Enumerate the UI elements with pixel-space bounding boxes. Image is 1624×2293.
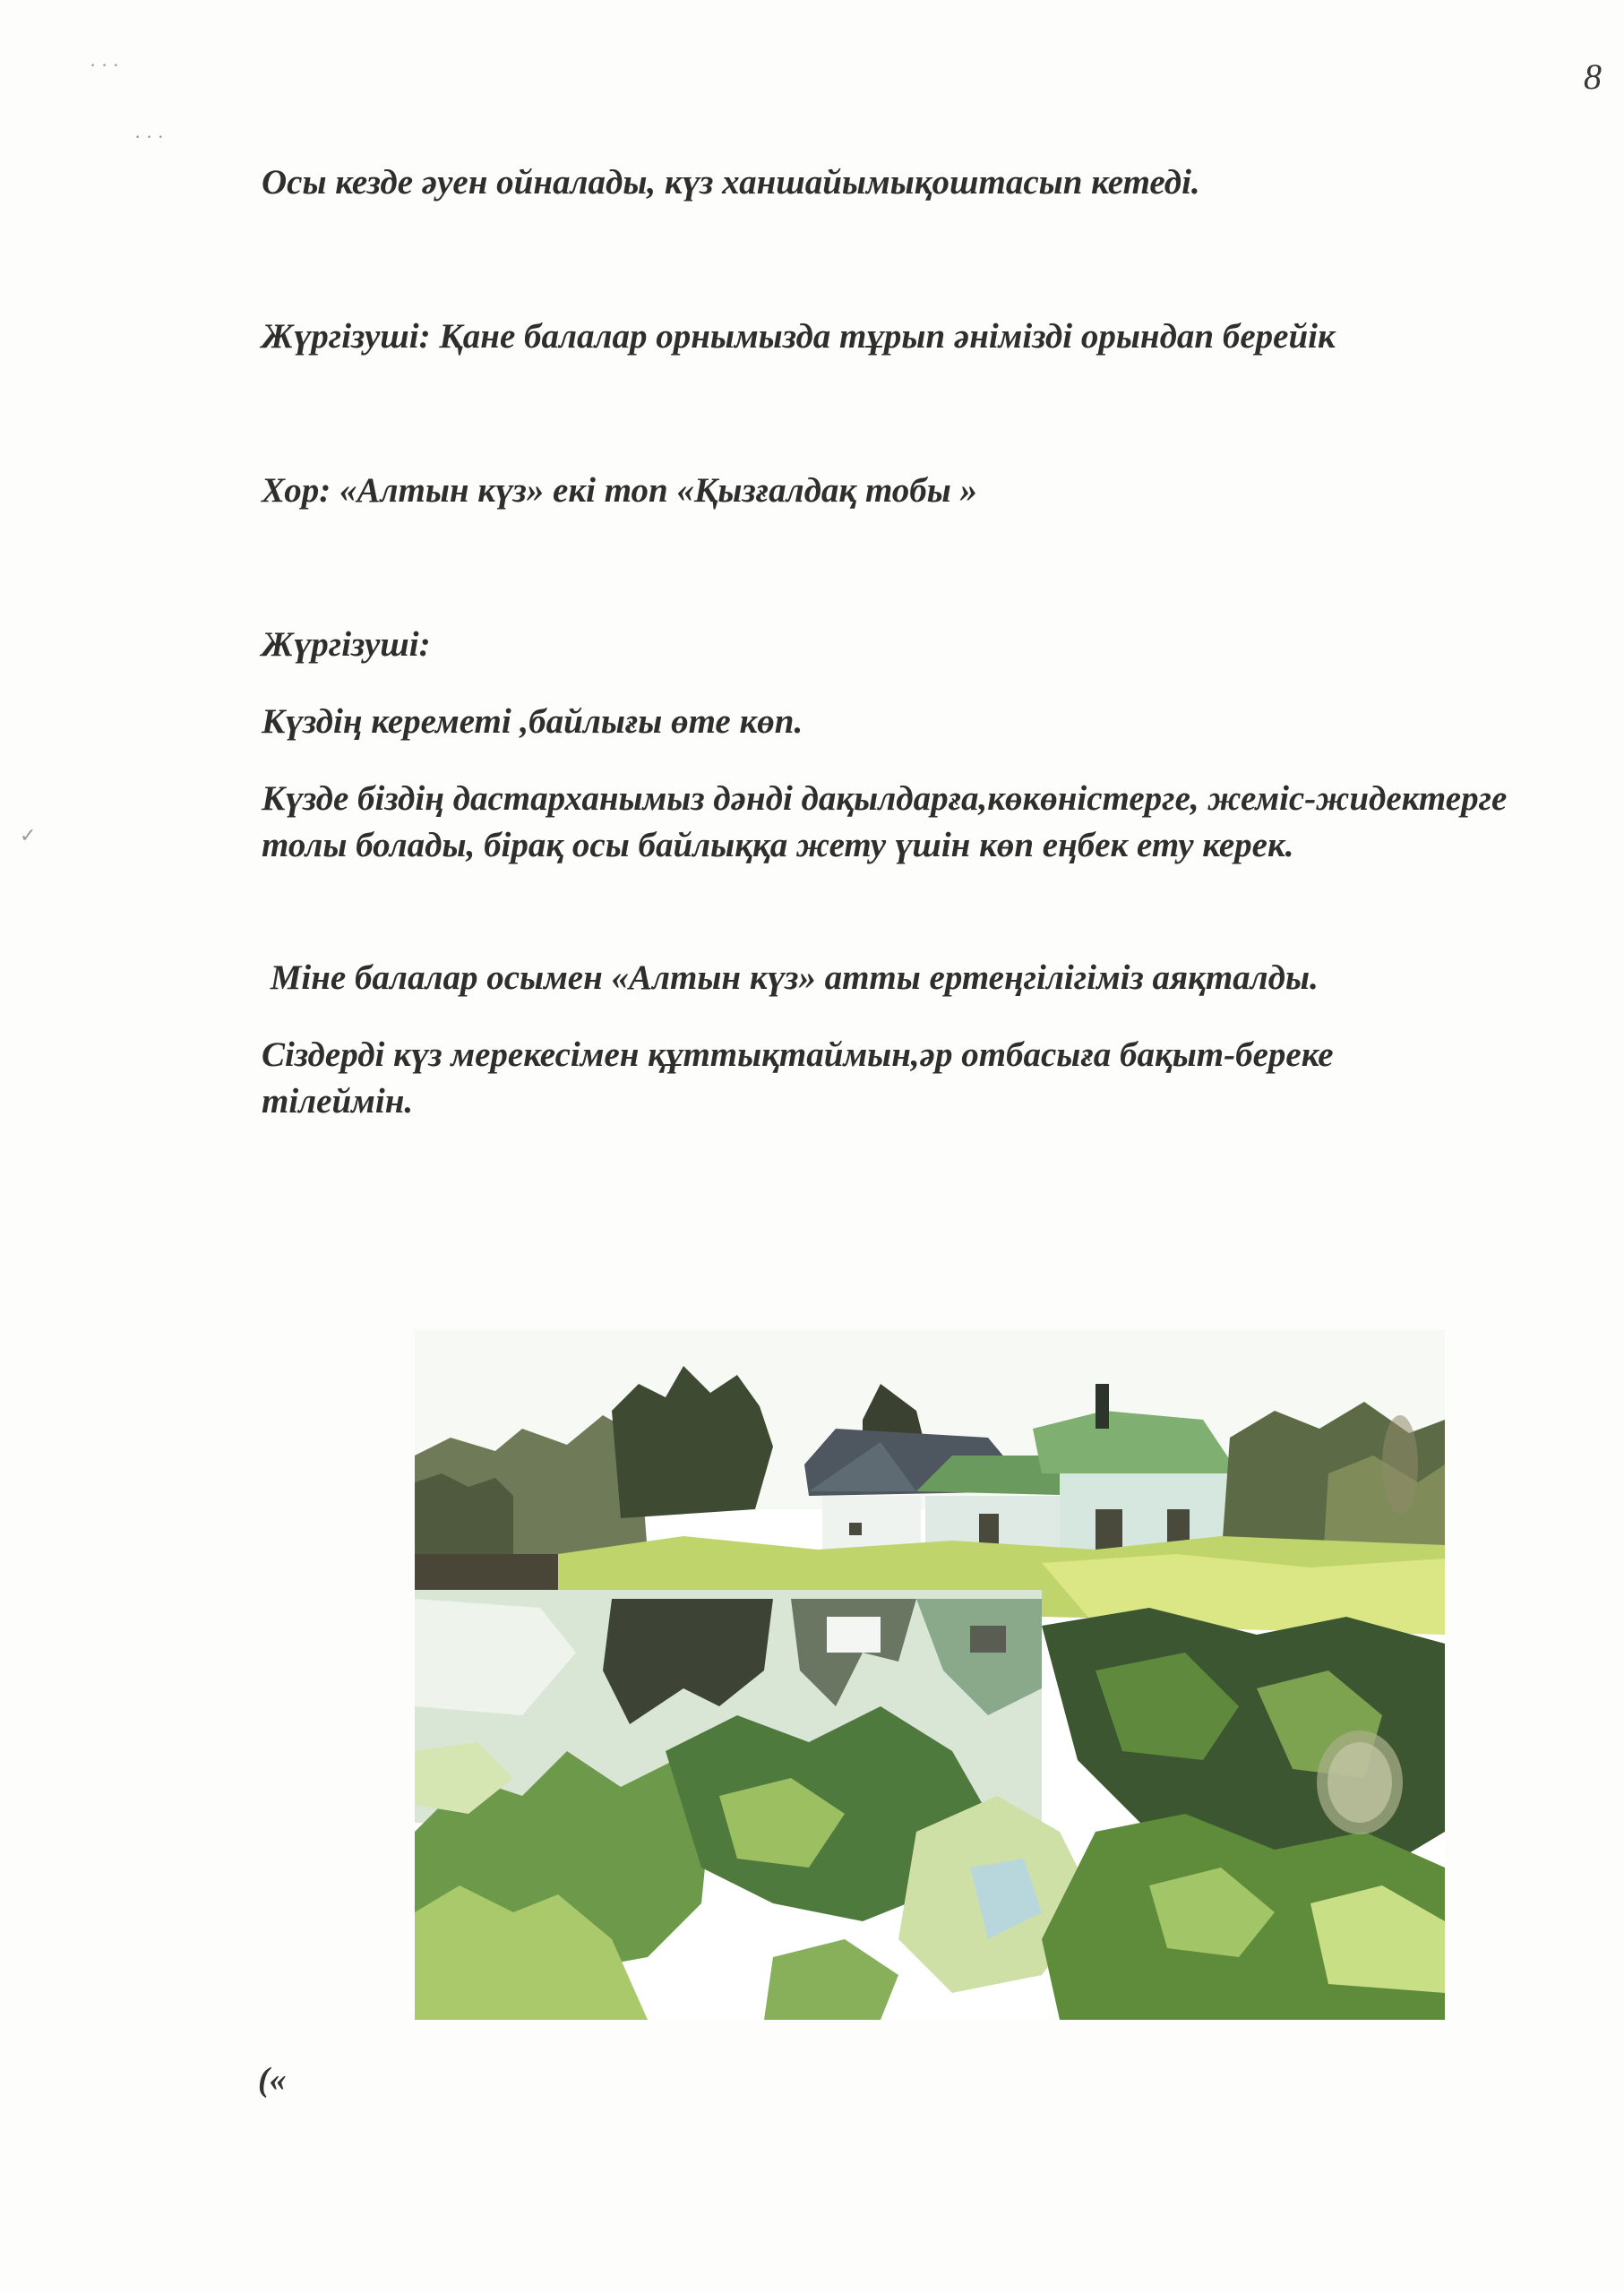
paragraph-closing: Міне балалар осымен «Алтын күз» атты ертеңгілігіміз аяқталды. xyxy=(262,958,1319,997)
scan-speck: ✓ xyxy=(20,824,37,846)
scan-speck: · · · xyxy=(134,125,164,148)
paragraph-autumn-wealth: Күздің кереметі ,байлығы өте көп. xyxy=(262,702,803,741)
paragraph-host-label: Жүргізуші: xyxy=(262,625,431,664)
page-number: 8 xyxy=(1584,56,1602,97)
village-pond-illustration xyxy=(415,1330,1445,2020)
scan-speck: · · · xyxy=(90,54,119,76)
paragraph-host-invite: Жүргізуші: Қане балалар орнымызда тұрып әнімізді орындап берейік xyxy=(262,317,1336,356)
paragraph-choir: Хор: «Алтын күз» екі топ «Қызғалдақ тобы » xyxy=(262,471,978,510)
paragraph-harvest: Күзде біздің дастарханымыз дәнді дақылдарға,көкөністерге, жеміс-жидектерге толы болады, біpақ осы байлыққа жету үшін көп еңбек ету керек. xyxy=(262,779,1508,864)
corner-mark: (« xyxy=(258,2061,287,2099)
paragraph-congratulations: Сіздерді күз мерекесімен құттықтаймын,әр отбасыға бақыт-береке тілеймін. xyxy=(262,1035,1334,1121)
paragraph-music: Осы кезде әуен ойналады, күз ханшайымықоштасып кетеді. xyxy=(262,163,1200,202)
